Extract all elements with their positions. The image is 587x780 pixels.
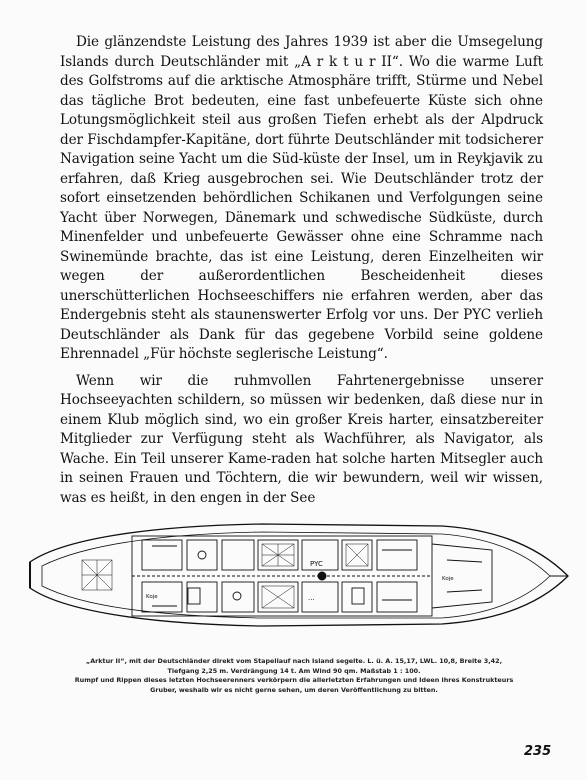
mast [318, 572, 326, 580]
label-berth-left: Koje [146, 594, 158, 600]
caption-line-1: „Arktur II“, mit der Deutschländer direkt vom Stapellauf nach Island segelte. L. ü. A. 15,17, LWL. 10,8, Breite 3,42, [86, 657, 502, 665]
paragraph-1: Die glänzendste Leistung des Jahres 1939 ist aber die Umsegelung Islands durch Deutschländer mit „A r k t u r II“. Wo die warme Luft des Golfstroms auf die arktische Atmosphäre trifft, Stürme und Nebel das tägliche Brot bedeuten, eine fast unbefeuerte Küste sich ohne Lotungsmöglichkeit steil aus großen Tiefen erhebt als der Alpdruck der Fischdampfer-Kapitäne, dort führte Deutschländer mit todsicherer Navigation seine Yacht um die Süd-küste der Insel, um in Reykjavik zu erfahren, daß Krieg ausgebrochen sei. Wie Deutschländer trotz der sofort einsetzenden behördlichen Schikanen und Verfolgungen seine Yacht über Norwegen, Dänemark und schwedische Südküste, durch Minenfelder und unbefeuerte Gewässer ohne eine Schramme nach Swinemünde brachte, das ist eine Leistung, deren Einzelheiten wir wegen der außerordentlichen Bescheidenheit dieses unerschütterlichen Hochseeschiffers nie erfahren werden, aber das Endergebnis steht als staunenswerter Erfolg vor uns. Der PYC verlieh Deutschländer als Dank für das gegebene Vorbild seine goldene Ehrennadel „Für höchste seglerische Leistung“. [60, 34, 543, 362]
caption-line-4: Gruber, weshalb wir es nicht gerne sehen, um deren Veröffentlichung zu bitten. [150, 685, 438, 694]
label-lower: ... [308, 594, 315, 602]
caption-line-2: Tiefgang 2,25 m. Verdrängung 14 t. Am Wind 90 qm. Maßstab 1 : 100. [167, 666, 421, 675]
deck-line [42, 532, 550, 618]
caption-line-3: Rumpf und Rippen dieses letzten Hochseerenners verkörpern die allerletzten Erfahrungen und Ideen ihres Konstrukteurs [74, 676, 514, 685]
label-berth-right: Koje [442, 576, 454, 582]
label-pyc: PYC [310, 560, 323, 568]
body-text [60, 33, 543, 508]
page-number: 235 [524, 744, 552, 759]
yacht-deck-plan [22, 510, 570, 640]
paragraph-2: Wenn wir die ruhmvollen Fahrtenergebnisse unserer Hochseeyachten schildern, so müssen wir bedenken, daß diese nur in einem Klub möglich sind, wo ein großer Kreis harter, einsatzbereiter Mitglieder zur Verfügung steht als Wachführer, als Navigator, als Wache. Ein Teil unserer Kame-raden hat solche harten Mitsegler auch in seinen Frauen und Töchtern, die wir bewundern, weil wir wissen, was es heißt, in den engen in der See [60, 372, 543, 506]
figure-caption [44, 657, 544, 695]
